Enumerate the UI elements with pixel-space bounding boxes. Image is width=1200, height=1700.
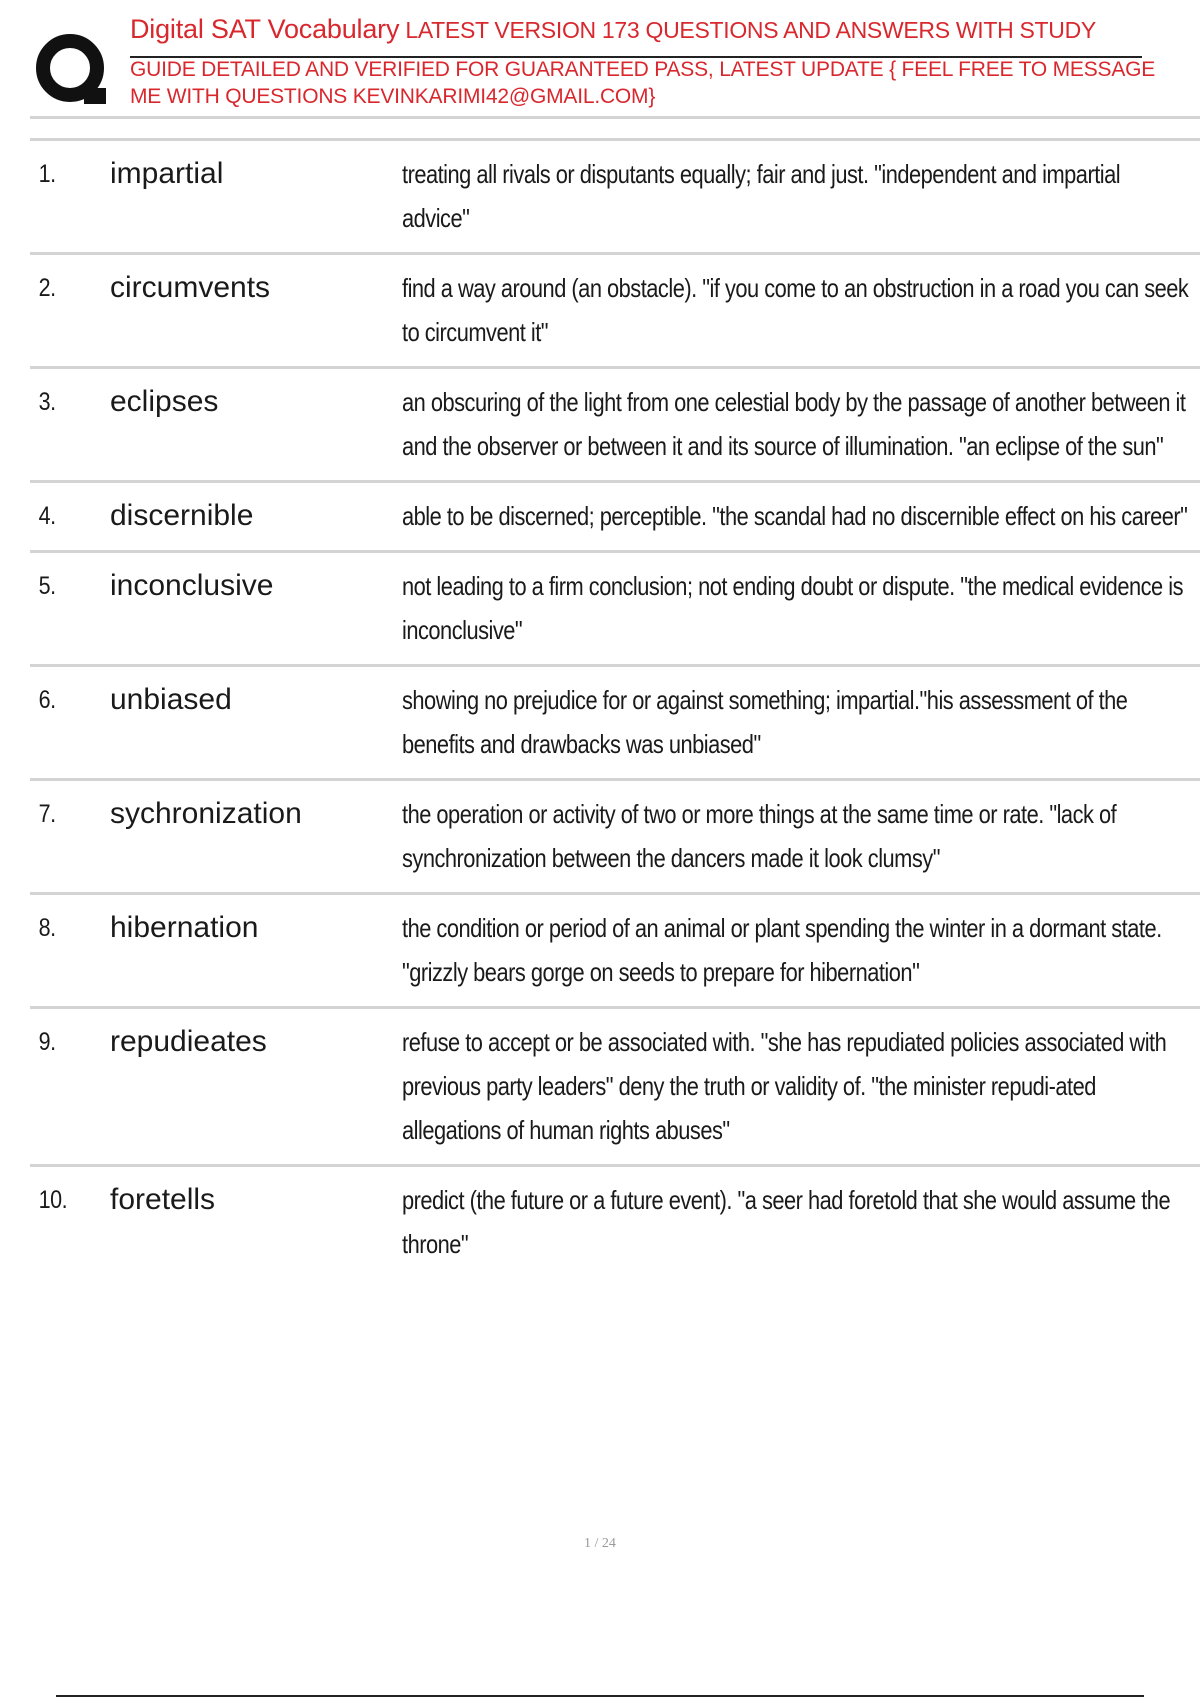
table-row xyxy=(30,892,1200,1006)
entry-definition xyxy=(402,1178,1192,1266)
vocabulary-table xyxy=(30,138,1200,1278)
table-row xyxy=(30,550,1200,664)
table-row xyxy=(30,366,1200,480)
document-header xyxy=(0,0,1200,118)
entry-number: 10. xyxy=(38,1186,68,1214)
document-title xyxy=(130,14,1096,45)
title-main: Digital SAT Vocabulary xyxy=(130,14,400,44)
table-row xyxy=(30,138,1200,252)
entry-definition xyxy=(402,906,1192,994)
title-rest: LATEST VERSION 173 QUESTIONS AND ANSWERS WITH STUDY xyxy=(399,17,1096,43)
entry-number: 7. xyxy=(38,800,56,828)
entry-term: eclipses xyxy=(110,385,219,418)
table-row xyxy=(30,1006,1200,1164)
entry-definition xyxy=(402,564,1192,652)
entry-definition-text: treating all rivals or disputants equally; fair and just. "independent and impartial advice" xyxy=(402,159,1121,233)
entry-number: 3. xyxy=(38,388,56,416)
entry-definition xyxy=(402,678,1192,766)
table-row xyxy=(30,664,1200,778)
entry-definition-text: able to be discerned; perceptible. "the scandal had no discernible effect on his career" xyxy=(402,501,1188,531)
entry-number: 6. xyxy=(38,686,56,714)
entry-definition xyxy=(402,792,1192,880)
entry-term: circumvents xyxy=(110,271,271,304)
entry-number: 1. xyxy=(38,160,56,188)
entry-number: 5. xyxy=(38,572,56,600)
entry-term: hibernation xyxy=(110,911,259,944)
entry-term: discernible xyxy=(110,499,254,532)
entry-definition-text: the condition or period of an animal or plant spending the winter in a dormant state. "grizzly bears gorge on seeds to prepare for hibernation" xyxy=(402,913,1162,987)
entry-term: repudieates xyxy=(110,1025,267,1058)
entry-definition xyxy=(402,494,1192,538)
entry-definition xyxy=(402,380,1192,468)
entry-definition-text: refuse to accept or be associated with. "she has repudiated policies associated with previous party leaders" deny the truth or validity of. "the minister repudi-ated allegations of human rights abuses" xyxy=(402,1027,1167,1145)
entry-definition-text: not leading to a firm conclusion; not ending doubt or dispute. "the medical evidence is inconclusive" xyxy=(402,571,1183,645)
entry-number: 9. xyxy=(38,1028,56,1056)
entry-definition-text: the operation or activity of two or more things at the same time or rate. "lack of synchronization between the dancers made it look clumsy" xyxy=(402,799,1117,873)
entry-definition-text: showing no prejudice for or against something; impartial."his assessment of the benefits and drawbacks was unbiased" xyxy=(402,685,1128,759)
document-subtitle: GUIDE DETAILED AND VERIFIED FOR GUARANTEED PASS, LATEST UPDATE { FEEL FREE TO MESSAGE ME WITH QUESTIONS KEVINKARIMI42@GMAIL.COM} xyxy=(130,58,1156,108)
entry-term: unbiased xyxy=(110,683,232,716)
header-divider xyxy=(30,116,1200,119)
entry-number: 8. xyxy=(38,914,56,942)
entry-term: inconclusive xyxy=(110,569,274,602)
q-logo-icon xyxy=(32,32,112,112)
entry-definition-text: predict (the future or a future event). "a seer had foretold that she would assume the throne" xyxy=(402,1185,1171,1259)
table-row xyxy=(30,252,1200,366)
table-row xyxy=(30,480,1200,550)
entry-definition xyxy=(402,152,1192,240)
footer-divider xyxy=(56,1695,1144,1697)
table-row xyxy=(30,1164,1200,1278)
entry-term: impartial xyxy=(110,157,224,190)
entry-number: 4. xyxy=(38,502,56,530)
table-row xyxy=(30,778,1200,892)
entry-term: foretells xyxy=(110,1183,216,1216)
page-number: 1 / 24 xyxy=(584,1536,616,1551)
entry-definition-text: find a way around (an obstacle). "if you come to an obstruction in a road you can seek to circumvent it" xyxy=(402,273,1189,347)
entry-number: 2. xyxy=(38,274,56,302)
entry-definition xyxy=(402,266,1192,354)
entry-term: sychronization xyxy=(110,797,302,830)
entry-definition-text: an obscuring of the light from one celestial body by the passage of another between it and the observer or between it and its source of illumination. "an eclipse of the sun" xyxy=(402,387,1186,461)
entry-definition xyxy=(402,1020,1192,1152)
